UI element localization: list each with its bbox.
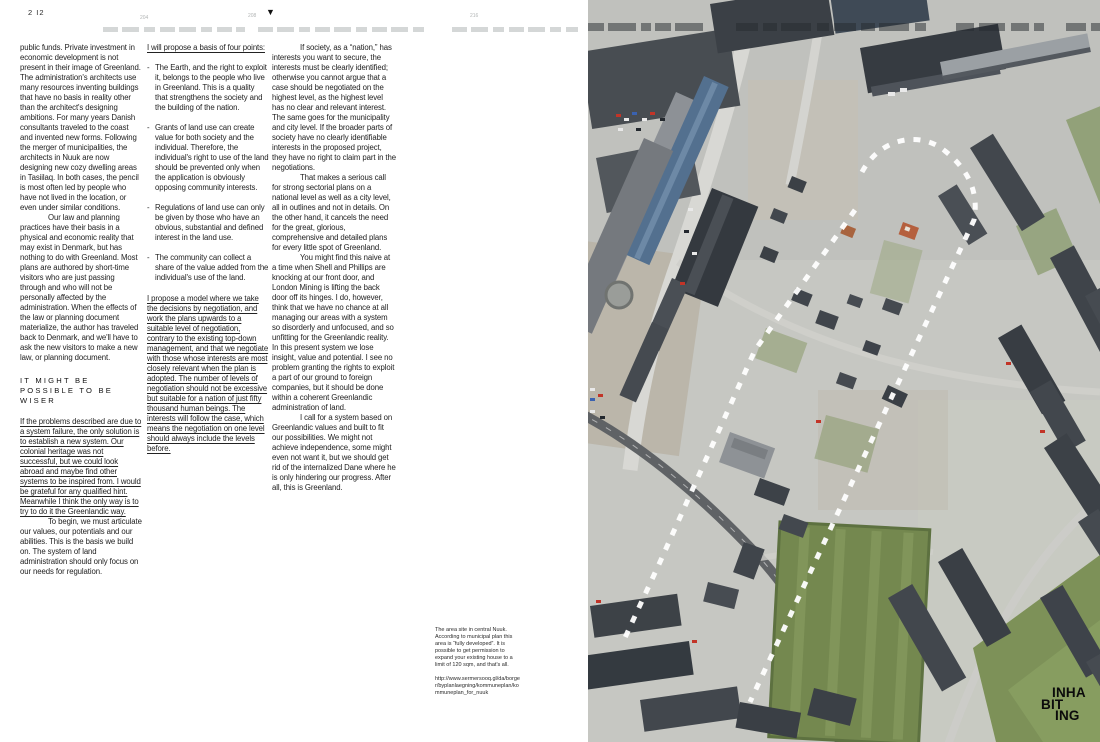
running-header-smudge — [103, 27, 245, 32]
bullet-marker: - — [147, 123, 150, 132]
caption-url: http://www.sermersooq.gl/da/borger/byplanlaegning/kommuneplan/kommuneplan_for_nuuk — [435, 676, 520, 696]
paragraph: public funds. Private investment in economic development is not present in their image of Greenland. The administration's architects use many resources inventing buildings that have no basis in reality other than the architect's designing ambitions. For many years Danish consultants traveled to the coast and invented new forms. Following the merger of municipalities, the architects in Nuuk are now designing new cozy dwelling areas in Tasiilaq. In both cases, the pencil is most often led by people who have not lived in the location, or even under similar conditions. — [20, 43, 141, 212]
underlined-paragraph: If the problems described are due to a system failure, the only solution is to establish a new system. Our colonial heritage was not successful, but we could look abroad and maybe find other systems to be inspired from. I would be grateful for any qualified hint. Meanwhile I think the only way is to try to do it the Greenlandic way. — [20, 417, 142, 516]
header-page-ref: 208 — [248, 13, 257, 19]
bullet-item — [147, 253, 269, 283]
section-title-inhabiting — [1041, 687, 1087, 722]
caption-text: The area site in central Nuuk. According to municipal plan this area is “fully developed”. It is possible to get permission to expand your existing house to a limit of 120 sqm, and that's all. — [435, 627, 513, 668]
article-column-3 — [272, 43, 396, 493]
bullet-item — [147, 203, 269, 243]
paragraph: That makes a serious call for strong sectorial plans on a national level as well as a city level, all in outlines and not in details. On the other hand, it cancels the need for the great, glorious, comprehensive and detailed plans for every little spot of Greenland. — [272, 173, 391, 252]
section-heading: IT MIGHT BE POSSIBLE TO BE WISER — [20, 376, 113, 405]
header-page-ref: 216 — [470, 13, 479, 19]
bullet-item — [147, 123, 269, 193]
paragraph: If society, as a “nation,” has interests you want to secure, the interests must be clearly identified; otherwise you cannot argue that a case should be negotiated on the highest level, as the highest level has no clear and relevant interest. The same goes for the municipality and city level. If the broader parts of society have no clearly identifiable interests in the proposed project, they have no right to claim part in the negotiations. — [272, 43, 396, 172]
running-header-smudge — [452, 27, 578, 32]
bullet-text: Regulations of land use can only be given by those who have an obvious, substantial and defined interest in the land use. — [155, 203, 265, 242]
underlined-paragraph: I will propose a basis of four points: — [147, 43, 265, 52]
paragraph: I call for a system based on Greenlandic values and built to fit our possibilities. We might not achieve independence, some might even not want it, but we should get rid of the internalized Dane where he is only hindering our progress. After all, this is Greenland. — [272, 413, 396, 492]
article-column-2 — [147, 43, 269, 454]
photo-caption — [435, 627, 523, 697]
bullet-text: Grants of land use can create value for both society and the individual. Therefore, the individual's right to use of the land should be prevented only when the application is obviously opposing community interests. — [155, 123, 269, 192]
underlined-paragraph: I propose a model where we take the decisions by negotiation, and work the plans upwards to a suitable level of negotiation, contrary to the existing top-down management, and that we negotiate with those whose interests are most closely relevant when the plan is adopted. The number of levels of negotiation should not be excessive but suitable for a nation of just fifty thousand human beings. The interests will follow the case, which means the negotiation on one level should always include the levels before. — [147, 294, 269, 453]
page-number: 2 I2 — [28, 8, 45, 17]
paragraph: Our law and planning practices have their basis in a physical and economic reality that may exist in Denmark, but has nothing to do with Greenland. Most plans are authored by short-time visitors who are just passing through and who will not be personally affected by the administration. When the effects of the law or planning document materialize, the author has traveled back to Denmark, and we'll have to ask the new visitors to make a new law, or planning document. — [20, 213, 139, 362]
running-header-smudge — [258, 27, 428, 32]
title-line: INHA — [1052, 685, 1086, 700]
bullet-marker: - — [147, 63, 150, 72]
header-page-ref: 204 — [140, 15, 149, 21]
title-line: BIT — [1041, 696, 1064, 712]
aerial-photo-graphic — [588, 0, 1100, 742]
nav-triangle-icon: ▼ — [266, 7, 275, 17]
bullet-text: The Earth, and the right to exploit it, belongs to the people who live in Greenland. This is a quality that strengthens the society and the building of the nation. — [155, 63, 267, 112]
article-column-1 — [20, 43, 142, 577]
aerial-photo-nuuk — [588, 0, 1100, 742]
bullet-marker: - — [147, 203, 150, 212]
bullet-marker: - — [147, 253, 150, 262]
paragraph: To begin, we must articulate our values, our potentials and our abilities. This is the basis we build on. The system of land administration should only focus on our needs for regulation. — [20, 517, 142, 576]
paragraph: You might find this naive at a time when Shell and Phillips are knocking at our front door, and London Mining is lifting the back door off its hinges. I do, however, think that we have no chance at all managing our areas with a system so disorderly and unfocused, and so unfitting for the Greenlandic reality. In this present system we lose insight, value and potential. I see no problem granting the rights to exploit a part of our ground to foreign companies, but it should be done within a coherent Greenlandic administration of land. — [272, 253, 395, 412]
bullet-text: The community can collect a share of the value added from the individual's use of the land. — [155, 253, 269, 282]
title-line: ING — [1055, 708, 1080, 723]
bullet-item — [147, 63, 269, 113]
